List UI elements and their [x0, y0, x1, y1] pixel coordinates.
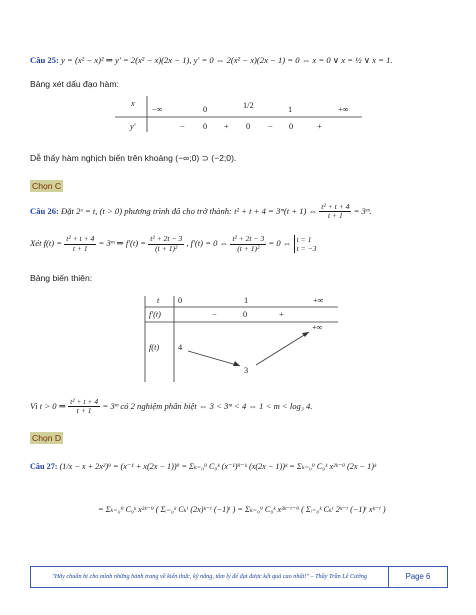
q26-bbt-f-label: f(t)	[149, 343, 160, 352]
q25-row-yprime-label: y'	[130, 122, 136, 131]
q26-bbt-t-value: 0	[178, 296, 183, 305]
q25-sign: −	[180, 122, 185, 131]
footer-quote: "Hãy chuẩn bị cho mình những hành trang về kiến thức, kỹ năng, tâm lý để đạt được kết quả cao nhất!" – Thầy Trần Lê Cường	[31, 567, 389, 587]
page-number: Page 6	[405, 572, 431, 581]
q25-sign: +	[317, 122, 322, 131]
q27-line-1	[30, 462, 376, 471]
q25-x-value: 1/2	[243, 101, 254, 110]
q26-bbt-sign: +	[279, 310, 284, 319]
q25-x-value: +∞	[338, 105, 349, 114]
q25-x-value: 1	[288, 105, 293, 114]
q26-bbt-f-value: 4	[178, 343, 183, 352]
q26-intro-fraction: $\frac{\text{t² + t + 4}}{t + 1}$	[321, 202, 350, 221]
q26-bbt-f-value: 3	[244, 366, 249, 375]
q26-bbt-t-value: 1	[244, 296, 249, 305]
q27-expansion-2: = Σₖ₌₀⁹ C₉ᵏ x²ᵏ⁻⁹ ( Σᵢ₌₀ᵏ Cₖⁱ (2x)ᵏ⁻ⁱ (−1)ⁱ ) = Σₖ₌₀⁹ C₉ᵏ x³ᵏ⁻ⁱ⁻⁹ ( Σᵢ₌₀ᵏ Cₖⁱ 2ᵏ⁻ⁱ (−1)ⁱ xᵏ⁻ⁱ )	[98, 505, 386, 514]
q25-sign: 0	[289, 122, 294, 131]
q25-sign: 0	[246, 122, 251, 131]
q25-conclusion: Dễ thấy hàm nghịch biến trên khoảng (−∞;0) ⊃ (−2;0).	[30, 153, 237, 163]
q26-bbt-fprime-label: f'(t)	[149, 310, 161, 319]
q25-x-value: −∞	[152, 105, 163, 114]
q26-solution-bracket: t = 1 t = −3	[294, 235, 317, 253]
q26-bbt-t-value: +∞	[313, 296, 324, 305]
q27-label: Câu 27:	[30, 462, 58, 471]
q26-bbt-f-value: +∞	[312, 323, 323, 332]
q25-formula: y = (x² − x)² ⇒ y' = 2(x² − x)(2x − 1), y' = 0 ⇔ 2(x² − x)(2x − 1) = 0 ⇔ x = 0 ∨ x = ½ ∨ x = 1.	[61, 55, 393, 65]
q25-sign: +	[224, 122, 229, 131]
q25-sign: 0	[203, 122, 208, 131]
q25-sign: −	[268, 122, 273, 131]
q26-derivative-fraction: $\frac{\text{t² + 2t − 3}}{\text{(t + 1)²}}$	[150, 234, 183, 253]
q26-intro-suffix: = 3ᵐ.	[353, 205, 372, 216]
q26-bbt-sign: 0	[243, 310, 248, 319]
q25-label: Câu 25:	[30, 55, 59, 65]
q27-expansion-1: (1/x − x + 2x²)⁹ = (x⁻¹ + x(2x − 1))⁹ = Σₖ₌₀⁹ C₉ᵏ (x⁻¹)⁹⁻ᵏ (x(2x − 1))ᵏ = Σₖ₌₀⁹ C₉ᵏ x²ᵏ⁻⁹ (2x − 1)ᵏ	[59, 462, 377, 471]
q26-f-fraction: $\frac{\text{t² + t + 4}}{t + 1}$	[66, 234, 95, 253]
q26-answer: Chọn D	[32, 433, 62, 443]
q26-derivative-fraction-2: $\frac{\text{t² + 2t − 3}}{\text{(t + 1)²}}$	[232, 234, 265, 253]
q25-x-value: 0	[203, 105, 208, 114]
q26-table-title: Bảng biến thiên:	[30, 273, 93, 283]
q25-answer: Chọn C	[32, 181, 62, 191]
page-footer	[30, 566, 448, 588]
q26-vi-line: Vì t > 0 ⇒ $\frac{\text{t² + t + 4}}{t + 1}$ = 3ᵐ có 2 nghiệm phân biệt ⇔ 3 < 3ᵐ < 4 ⇔ 1 < m < log₃ 4.	[30, 397, 313, 416]
q26-vi-fraction: $\frac{\text{t² + t + 4}}{t + 1}$	[70, 397, 99, 416]
q26-xet-line: Xét f(t) = $\frac{\text{t² + t + 4}}{t + 1}$ = 3ᵐ ⇒ f'(t) = $\frac{\text{t² + 2t − 3}}{\text{(t + 1)²}}$ , f'(t) = 0 ⇔ $\frac{\text{t² + 2t − 3}}{\text{(t + 1)²}}$ = 0 ⇔ t = 1 t = −3	[30, 234, 317, 254]
q26-bbt-sign: −	[212, 310, 217, 319]
q25-table-title: Bảng xét dấu đạo hàm:	[30, 79, 119, 89]
q26-label: Câu 26:	[30, 205, 59, 216]
q26-bbt-t-label: t	[157, 296, 160, 305]
q26-intro-prefix: Đặt 2ˣ = t, (t > 0) phương trình đã cho trở thành: t² + t + 4 = 3ᵐ(t + 1) ⇔	[61, 205, 318, 216]
q25-row-x-label: x	[131, 99, 135, 108]
